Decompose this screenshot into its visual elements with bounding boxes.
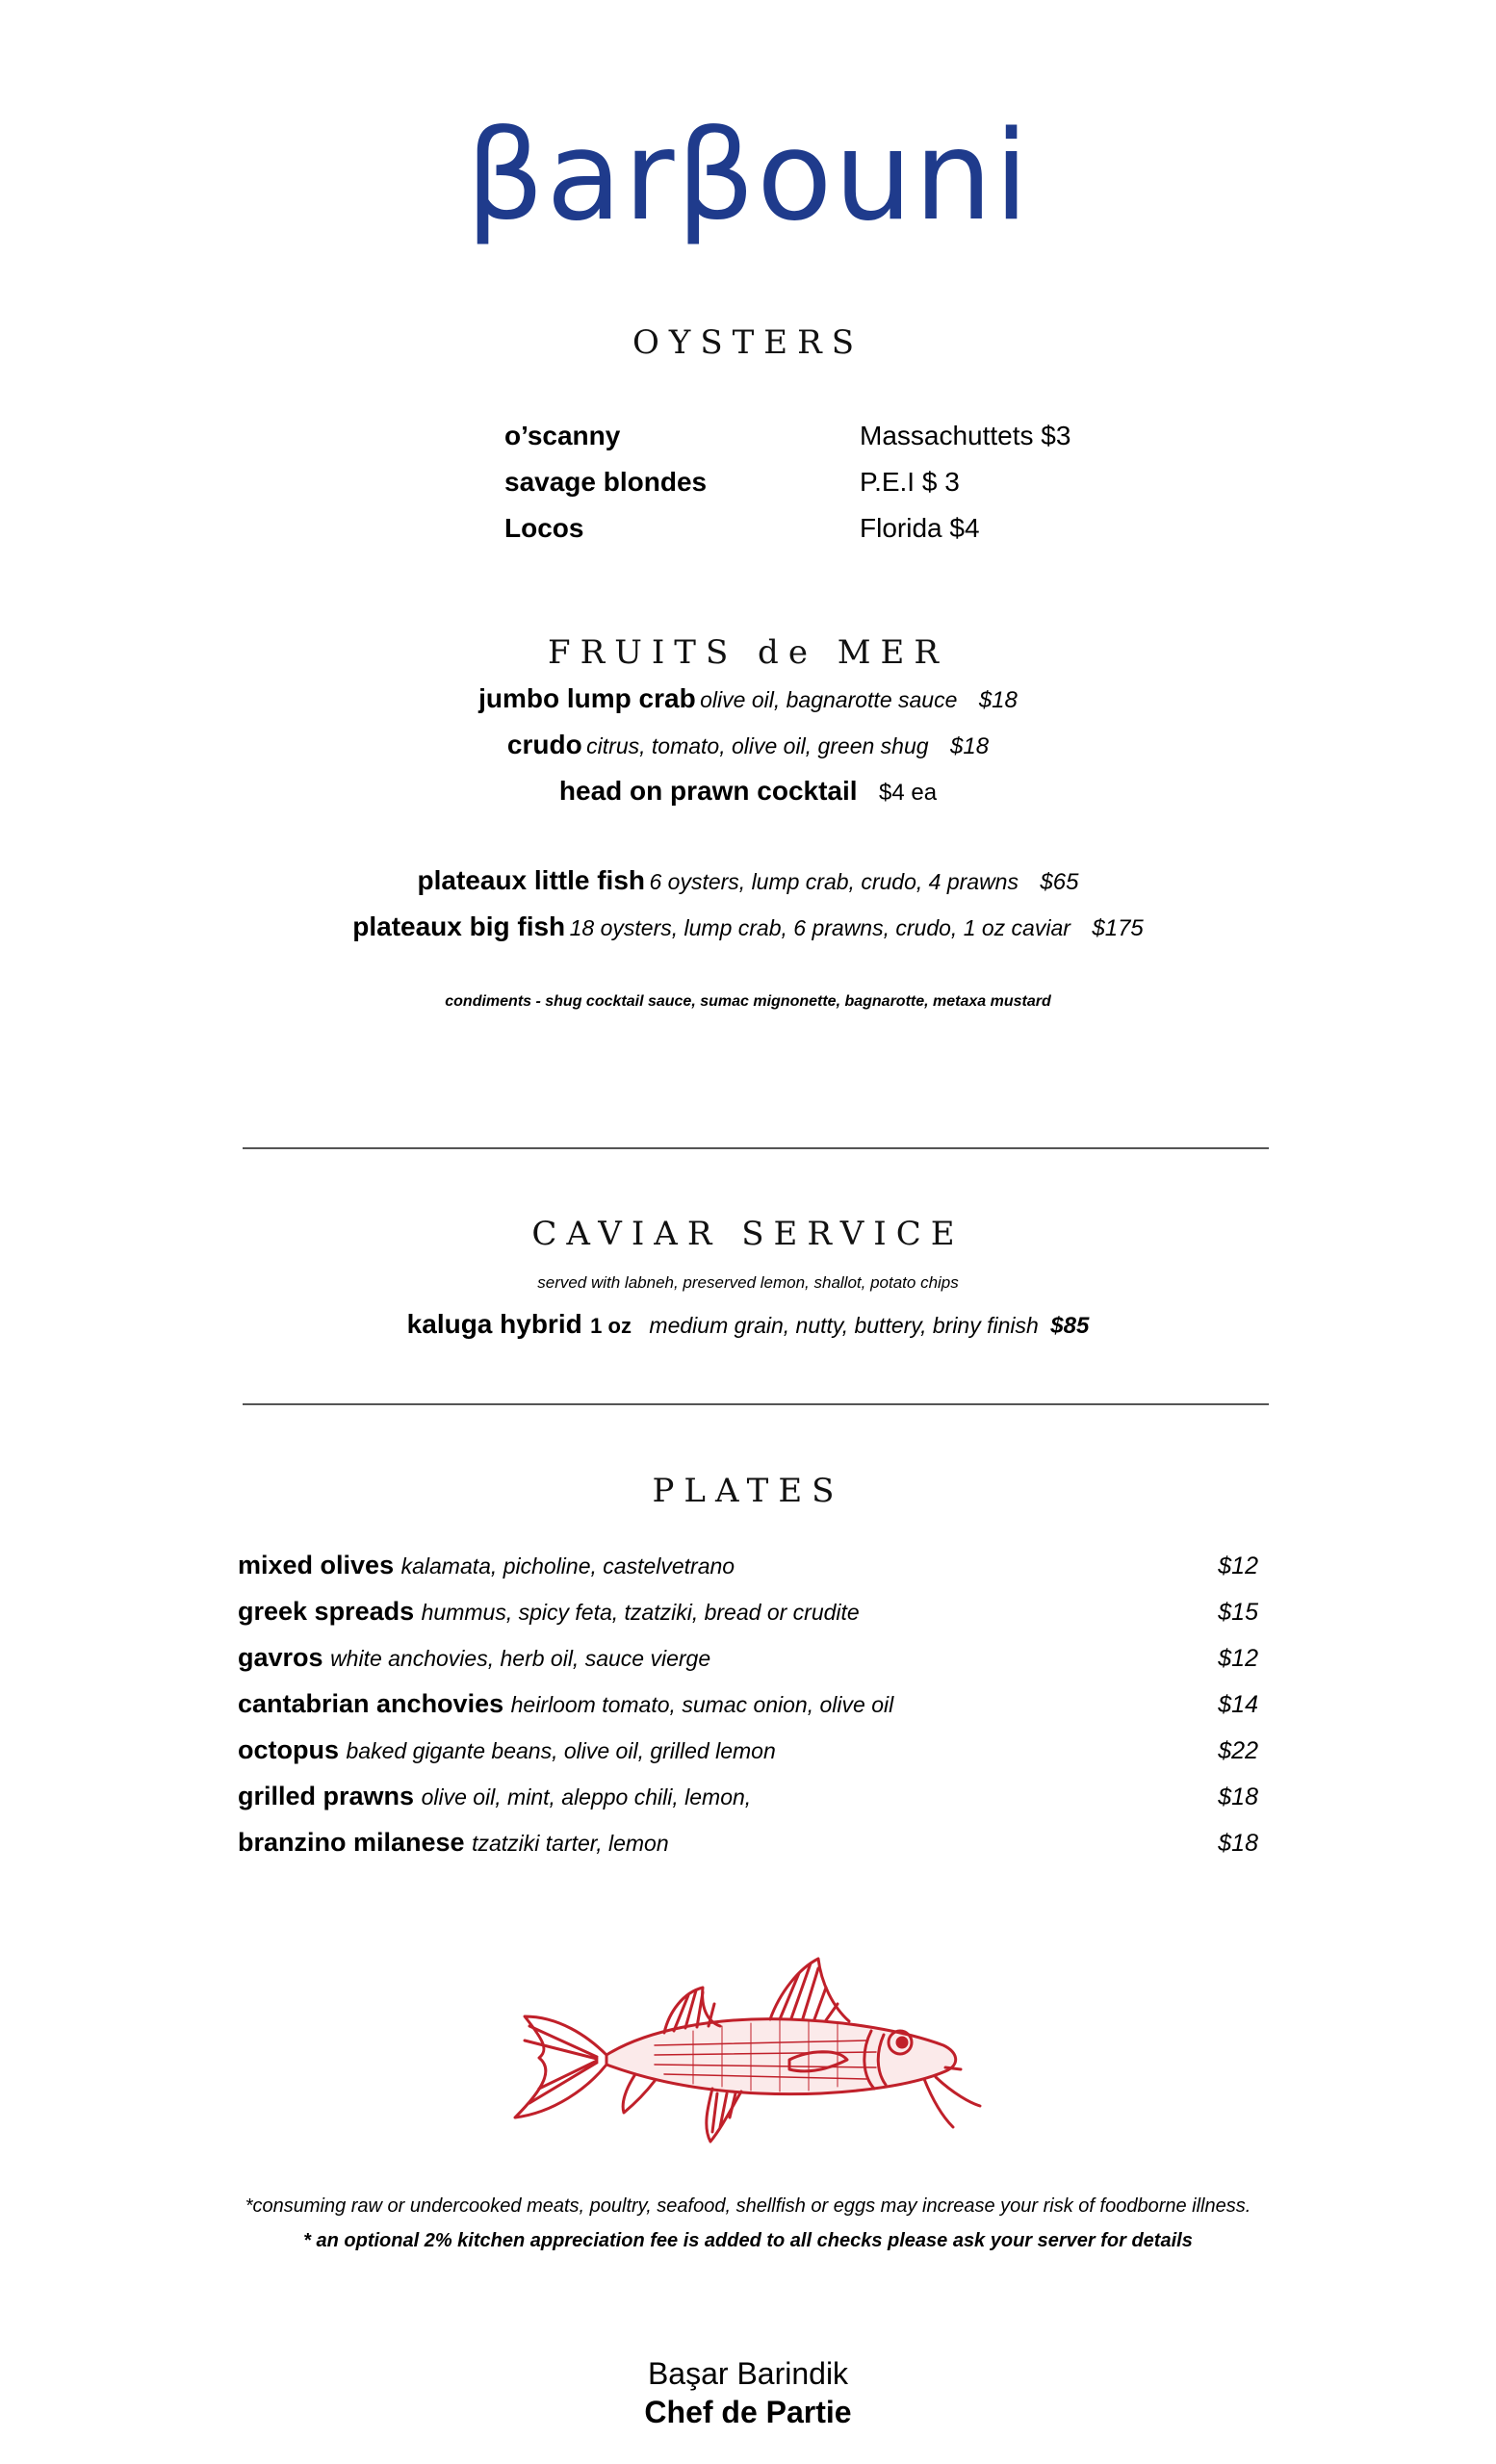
section-divider (243, 1147, 1269, 1149)
item-name: octopus (238, 1735, 339, 1764)
oyster-name: savage blondes (504, 467, 708, 497)
item-price: $85 (1050, 1313, 1090, 1339)
item-price: $18 (950, 733, 990, 759)
item-price: $12 (1218, 1553, 1258, 1579)
plate-item (238, 1735, 1258, 1774)
plate-item (238, 1689, 1258, 1728)
restaurant-logo: βarβouni (465, 105, 1031, 248)
item-desc: 6 oysters, lump crab, crudo, 4 prawns (649, 869, 1019, 894)
foodborne-illness-notice: *consuming raw or undercooked meats, poultry, seafood, shellfish or eggs may increase your risk of foodborne illness. (245, 2195, 1251, 2217)
chef-name: Başar Barindik (647, 2356, 849, 2391)
caviar-item (0, 1309, 1496, 1340)
item-price: $15 (1218, 1599, 1258, 1626)
oyster-name: Locos (504, 513, 584, 543)
plate-item (238, 1551, 1258, 1589)
item-name: greek spreads (238, 1597, 415, 1626)
item-price: $12 (1218, 1645, 1258, 1672)
oyster-origin-price: P.E.I $ 3 (860, 467, 960, 497)
item-desc: baked gigante beans, olive oil, grilled lemon (346, 1738, 776, 1763)
item-desc: kalamata, picholine, castelvetrano (400, 1553, 735, 1578)
item-price: $18 (1218, 1830, 1258, 1857)
item-price: $14 (1218, 1691, 1258, 1718)
item-name: branzino milanese (238, 1828, 465, 1857)
item-name: plateaux big fish (352, 911, 566, 941)
fruits-de-mer-title: FRUITS de MER (548, 633, 948, 672)
item-name: head on prawn cocktail (558, 776, 858, 806)
menu-item (0, 730, 1496, 760)
item-name: jumbo lump crab (478, 683, 696, 713)
item-desc: heirloom tomato, sumac onion, olive oil (510, 1692, 894, 1717)
item-name: grilled prawns (238, 1782, 415, 1810)
item-name: crudo (506, 730, 582, 759)
oyster-origin-price: Florida $4 (860, 513, 980, 543)
item-name: mixed olives (238, 1551, 395, 1579)
item-desc: olive oil, mint, aleppo chili, lemon, (421, 1784, 752, 1810)
menu-item (0, 776, 1496, 807)
item-price: $175 (1092, 915, 1144, 941)
item-name: kaluga hybrid (406, 1309, 582, 1339)
plate-item (238, 1782, 1258, 1820)
plateaux-item (0, 865, 1496, 896)
oysters-title: OYSTERS (632, 323, 864, 362)
plate-item (238, 1643, 1258, 1681)
item-desc: olive oil, bagnarotte sauce (700, 687, 958, 712)
item-price: $22 (1218, 1737, 1258, 1764)
item-size: 1 oz (590, 1314, 632, 1338)
item-name: cantabrian anchovies (238, 1689, 504, 1718)
red-mullet-fish-icon (501, 1935, 982, 2156)
oyster-name: o’scanny (504, 421, 621, 450)
menu-item (0, 683, 1496, 714)
item-price: $18 (978, 687, 1018, 713)
item-desc: white anchovies, herb oil, sauce vierge (330, 1646, 711, 1671)
chef-role: Chef de Partie (644, 2395, 852, 2429)
oyster-origin-price: Massachuttets $3 (860, 421, 1071, 450)
caviar-service-title: CAVIAR SERVICE (531, 1215, 965, 1253)
caviar-subtitle: served with labneh, preserved lemon, shallot, potato chips (537, 1273, 959, 1292)
kitchen-fee-notice: * an optional 2% kitchen appreciation fee is added to all checks please ask your server for details (303, 2230, 1193, 2251)
item-price: $4 ea (879, 780, 938, 806)
item-name: plateaux little fish (417, 865, 646, 895)
plate-item (238, 1597, 1258, 1635)
plates-title: PLATES (652, 1472, 844, 1510)
section-divider (243, 1403, 1269, 1405)
item-price: $18 (1218, 1784, 1258, 1810)
item-desc: hummus, spicy feta, tzatziki, bread or crudite (421, 1600, 860, 1625)
item-price: $65 (1040, 869, 1079, 895)
plateaux-item (0, 911, 1496, 942)
item-desc: 18 oysters, lump crab, 6 prawns, crudo, 1 oz caviar (569, 915, 1070, 940)
plate-item (238, 1828, 1258, 1866)
item-desc: tzatziki tarter, lemon (472, 1831, 669, 1856)
item-desc: citrus, tomato, olive oil, green shug (586, 733, 929, 758)
item-desc: medium grain, nutty, buttery, briny finish (649, 1313, 1039, 1338)
condiments-note: condiments - shug cocktail sauce, sumac mignonette, bagnarotte, metaxa mustard (445, 993, 1051, 1010)
item-name: gavros (238, 1643, 323, 1672)
